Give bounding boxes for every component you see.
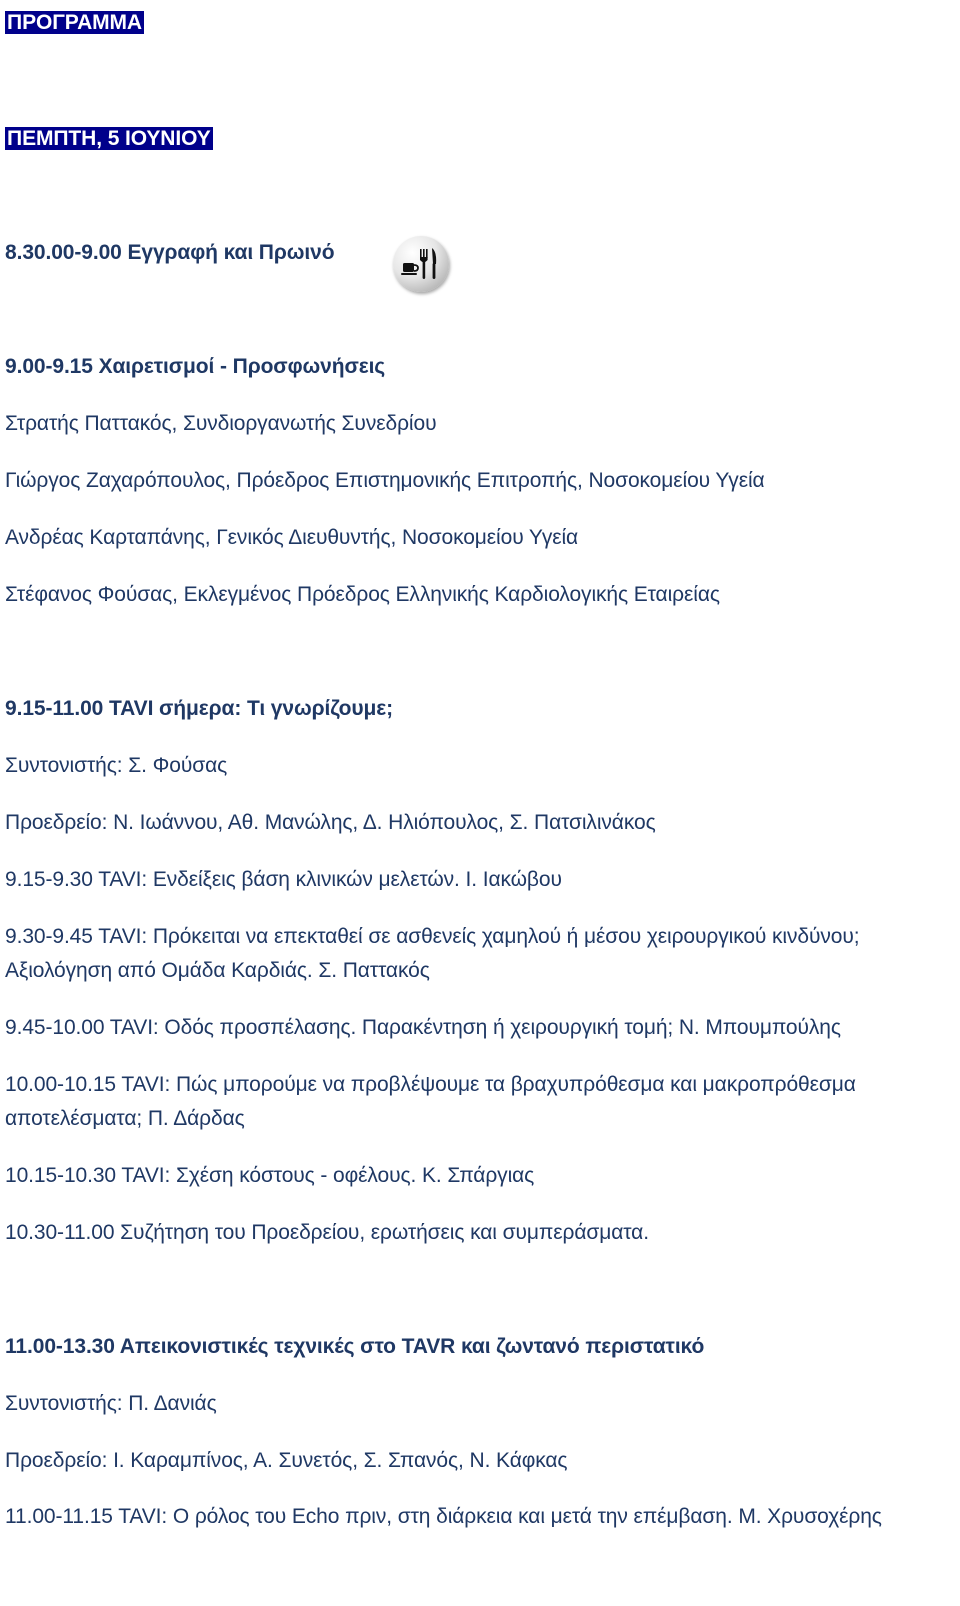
coffee-cutlery-icon <box>393 236 449 292</box>
session-coordinator: Συντονιστής: Π. Δανιάς <box>5 1392 217 1415</box>
talk-item: 10.30-11.00 Συζήτηση του Προεδρείου, ερωτήσεις και συμπεράσματα. <box>5 1221 649 1244</box>
program-title: ΠΡΟΓΡΑΜΜΑ <box>7 11 142 34</box>
session-panel: Προεδρείο: Ι. Καραμπίνος, Α. Συνετός, Σ. Σπανός, Ν. Κάφκας <box>5 1449 568 1472</box>
welcome-speaker: Γιώργος Ζαχαρόπουλος, Πρόεδρος Επιστημονικής Επιτροπής, Νοσοκομείου Υγεία <box>5 469 765 492</box>
registration-text: 8.30.00-9.00 Εγγραφή και Πρωινό <box>5 241 335 264</box>
welcome-speaker: Ανδρέας Καρταπάνης, Γενικός Διευθυντής, Νοσοκομείου Υγεία <box>5 526 579 549</box>
welcome-speaker: Στρατής Παττακός, Συνδιοργανωτής Συνεδρίου <box>5 412 437 435</box>
talk-item: 10.00-10.15 TAVI: Πώς μπορούμε να προβλέψουμε τα βραχυπρόθεσμα και μακροπρόθεσμα αποτελέσματα; Π. Δάρδας <box>5 1073 856 1130</box>
talk-item: 10.15-10.30 TAVI: Σχέση κόστους - οφέλους. Κ. Σπάργιας <box>5 1164 535 1187</box>
session-title: 11.00-13.30 Απεικονιστικές τεχνικές στο TAVR και ζωντανό περιστατικό <box>5 1335 705 1358</box>
session-title: 9.15-11.00 TAVI σήμερα: Τι γνωρίζουμε; <box>5 697 393 720</box>
day-title: ΠΕΜΠΤΗ, 5 ΙΟΥΝΙΟΥ <box>7 127 211 150</box>
session-panel: Προεδρείο: Ν. Ιωάννου, Αθ. Μανώλης, Δ. Ηλιόπουλος, Σ. Πατσιλινάκος <box>5 811 656 834</box>
welcome-title: 9.00-9.15 Χαιρετισμοί - Προσφωνήσεις <box>5 355 386 378</box>
talk-item: 9.15-9.30 TAVI: Ενδείξεις βάση κλινικών μελετών. Ι. Ιακώβου <box>5 868 562 891</box>
session-coordinator: Συντονιστής: Σ. Φούσας <box>5 754 228 777</box>
talk-item: 11.00-11.15 TAVI: Ο ρόλος του Echo πριν, στη διάρκεια και μετά την επέμβαση. Μ. Χρυσοχέρης <box>5 1505 882 1528</box>
talk-item: 9.45-10.00 TAVI: Οδός προσπέλασης. Παρακέντηση ή χειρουργική τομή; Ν. Μπουμπούλης <box>5 1016 841 1039</box>
welcome-speaker: Στέφανος Φούσας, Εκλεγμένος Πρόεδρος Ελληνικής Καρδιολογικής Εταιρείας <box>5 583 720 606</box>
program-heading <box>5 6 144 40</box>
talk-item: 9.30-9.45 TAVI: Πρόκειται να επεκταθεί σε ασθενείς χαμηλού ή μέσου χειρουργικού κινδύνου; Αξιολόγηση από Ομάδα Καρδιάς. Σ. Παττακός <box>5 925 860 982</box>
day-heading <box>5 122 213 156</box>
